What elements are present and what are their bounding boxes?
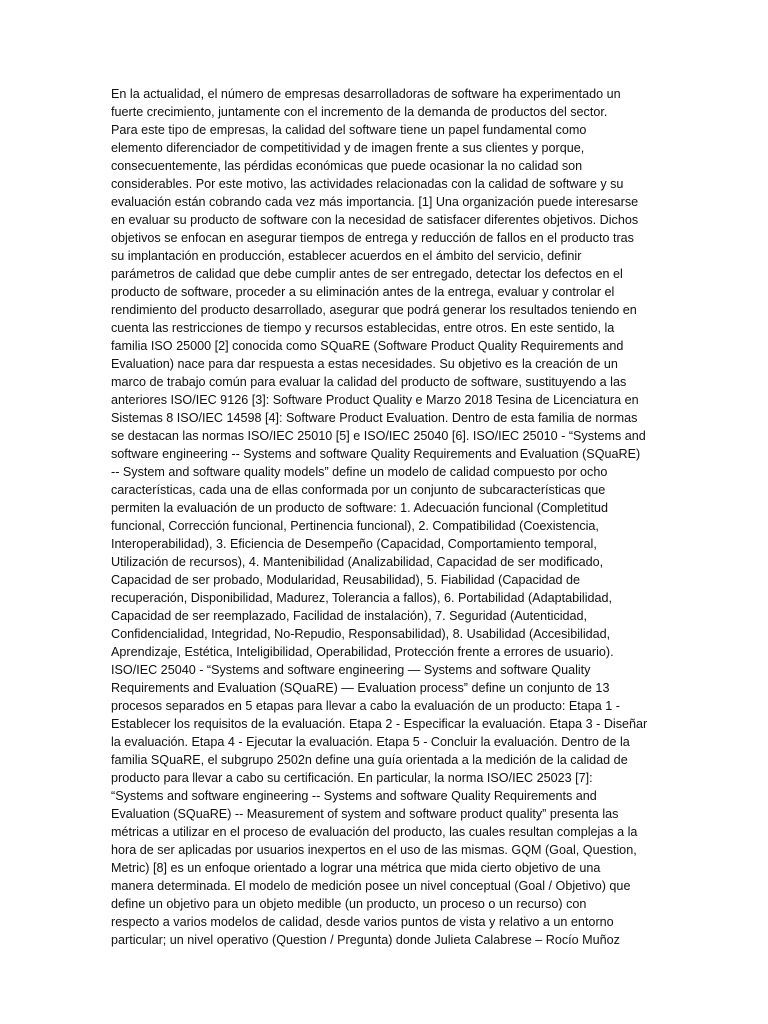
text-line: Interoperabilidad), 3. Eficiencia de Desempeño (Capacidad, Comportamiento temporal, [111,537,597,551]
text-line: en evaluar su producto de software con la necesidad de satisfacer diferentes objetivos. Dichos [111,213,639,227]
text-line: elemento diferenciador de competitividad y de imagen frente a sus clientes y porque, [111,141,585,155]
text-line: familia SQuaRE, el subgrupo 2502n define una guía orientada a la medición de la calidad de [111,753,628,767]
text-line: particular; un nivel operativo (Question / Pregunta) donde Julieta Calabrese – Rocío Muñoz [111,933,620,947]
text-line: Sistemas 8 ISO/IEC 14598 [4]: Software Product Evaluation. Dentro de esta familia de normas [111,411,638,425]
text-line: producto para llevar a cabo su certificación. En particular, la norma ISO/IEC 25023 [7]: [111,771,593,785]
text-line: familia ISO 25000 [2] conocida como SQuaRE (Software Product Quality Requirements and [111,339,624,353]
text-line: marco de trabajo común para evaluar la calidad del producto de software, sustituyendo a las [111,375,627,389]
text-line: procesos separados en 5 etapas para llevar a cabo la evaluación de un producto: Etapa 1 - [111,699,620,713]
text-line: anteriores ISO/IEC 9126 [3]: Software Product Quality e Marzo 2018 Tesina de Licenciatura en [111,393,639,407]
text-line: cuenta las restricciones de tiempo y recursos establecidas, entre otros. En este sentido, la [111,321,615,335]
text-line: permiten la evaluación de un producto de software: 1. Adecuación funcional (Completitud [111,501,609,515]
text-line: manera determinada. El modelo de medición posee un nivel conceptual (Goal / Objetivo) que [111,879,631,893]
text-line: “Systems and software engineering -- Systems and software Quality Requirements and [111,789,597,803]
text-line: características, cada una de ellas conformada por un conjunto de subcaracterísticas que [111,483,606,497]
text-line: evaluación están cobrando cada vez más importancia. [1] Una organización puede interesarse [111,195,639,209]
text-line: Capacidad de ser reemplazado, Facilidad de instalación), 7. Seguridad (Autenticidad, [111,609,588,623]
text-line: Metric) [8] es un enfoque orientado a lograr una métrica que mida cierto objetivo de una [111,861,601,875]
text-line: Evaluation (SQuaRE) -- Measurement of system and software product quality” presenta las [111,807,619,821]
text-line: -- System and software quality models” define un modelo de calidad compuesto por ocho [111,465,608,479]
text-line: define un objetivo para un objeto medible (un producto, un proceso o un recurso) con [111,897,587,911]
text-line: se destacan las normas ISO/IEC 25010 [5] e ISO/IEC 25040 [6]. ISO/IEC 25010 - “Systems and [111,429,646,443]
text-line: Aprendizaje, Estética, Inteligibilidad, Operabilidad, Protección frente a errores de usuario). [111,645,614,659]
body-paragraph [111,85,671,949]
text-line: En la actualidad, el número de empresas desarrolladoras de software ha experimentado un [111,87,621,101]
text-line: Establecer los requisitos de la evaluación. Etapa 2 - Especificar la evaluación. Etapa 3 - Diseñar [111,717,648,731]
text-line: funcional, Corrección funcional, Pertinencia funcional), 2. Compatibilidad (Coexistencia, [111,519,599,533]
text-line: software engineering -- Systems and software Quality Requirements and Evaluation (SQuaRE) [111,447,641,461]
text-line: Para este tipo de empresas, la calidad del software tiene un papel fundamental como [111,123,587,137]
text-line: recuperación, Disponibilidad, Madurez, Tolerancia a fallos), 6. Portabilidad (Adaptabilidad, [111,591,613,605]
text-line: ISO/IEC 25040 - “Systems and software engineering — Systems and software Quality [111,663,591,677]
text-line: Evaluation) nace para dar respuesta a estas necesidades. Su objetivo es la creación de un [111,357,618,371]
text-line: Requirements and Evaluation (SQuaRE) — Evaluation process” define un conjunto de 13 [111,681,610,695]
text-line: fuerte crecimiento, juntamente con el incremento de la demanda de productos del sector. [111,105,608,119]
text-line: Confidencialidad, Integridad, No-Repudio, Responsabilidad), 8. Usabilidad (Accesibilidad, [111,627,611,641]
text-line: rendimiento del producto desarrollado, asegurar que podrá generar los resultados teniendo en [111,303,637,317]
text-line: producto de software, proceder a su eliminación antes de la entrega, evaluar y controlar el [111,285,615,299]
text-line: parámetros de calidad que debe cumplir antes de ser entregado, detectar los defectos en el [111,267,623,281]
text-line: consecuentemente, las pérdidas económicas que puede ocasionar la no calidad son [111,159,583,173]
text-line: métricas a utilizar en el proceso de evaluación del producto, las cuales resultan complejas a la [111,825,638,839]
text-line: considerables. Por este motivo, las actividades relacionadas con la calidad de software y su [111,177,624,191]
text-line: Capacidad de ser probado, Modularidad, Reusabilidad), 5. Fiabilidad (Capacidad de [111,573,581,587]
text-line: la evaluación. Etapa 4 - Ejecutar la evaluación. Etapa 5 - Concluir la evaluación. Dentro de la [111,735,630,749]
text-line: hora de ser aplicadas por usuarios inexpertos en el uso de las mismas. GQM (Goal, Question, [111,843,637,857]
text-line: respecto a varios modelos de calidad, desde varios puntos de vista y relativo a un entorno [111,915,614,929]
text-line: objetivos se enfocan en asegurar tiempos de entrega y reducción de fallos en el producto tras [111,231,634,245]
text-line: Utilización de recursos), 4. Mantenibilidad (Analizabilidad, Capacidad de ser modificado, [111,555,604,569]
text-line: su implantación en producción, establecer acuerdos en el ámbito del servicio, definir [111,249,582,263]
